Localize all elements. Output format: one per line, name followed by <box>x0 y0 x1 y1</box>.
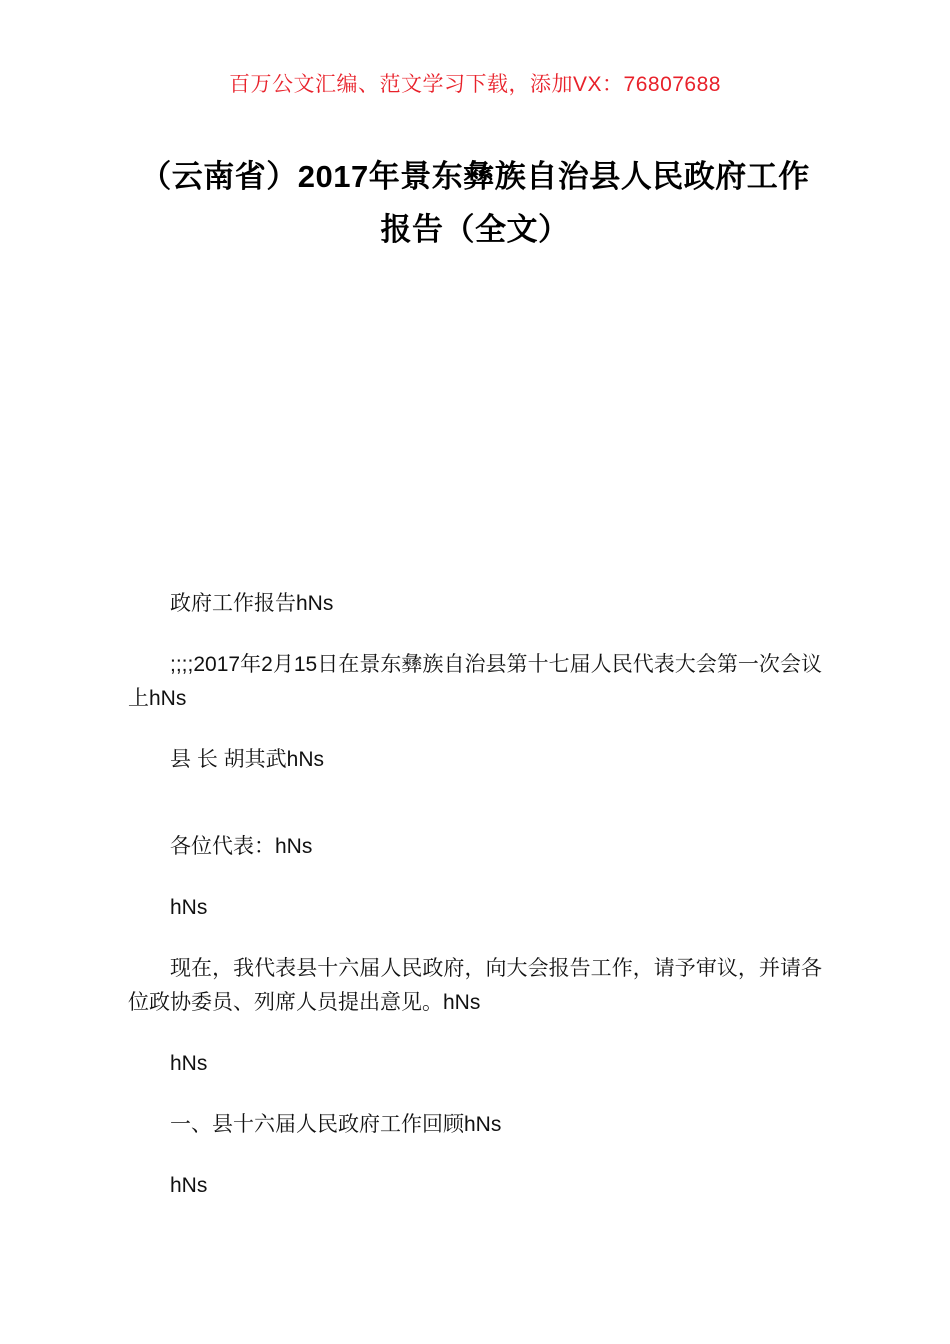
watermark-banner: 百万公文汇编、范文学习下载，添加VX：76807688 <box>229 73 721 96</box>
paragraph-speaker: 县 长 胡其武hNs <box>170 747 325 771</box>
paragraph-marker-3: hNs <box>170 1173 208 1197</box>
paragraph-meeting-info: ;;;;2017年2月15日在景东彝族自治县第十七届人民代表大会第一次会议上hNs <box>128 652 822 710</box>
paragraph-intro: 现在，我代表县十六届人民政府，向大会报告工作，请予审议，并请各位政协委员、列席人员提出意见。hNs <box>128 956 822 1014</box>
page-title: （云南省）2017年景东彝族自治县人民政府工作报告（全文） <box>140 159 810 248</box>
paragraph-marker-1: hNs <box>170 895 208 919</box>
document-body <box>128 587 822 1203</box>
paragraph-gap <box>128 804 822 830</box>
paragraph-section-one: 一、县十六届人民政府工作回顾hNs <box>170 1112 502 1136</box>
paragraph-salutation: 各位代表：hNs <box>170 834 313 858</box>
paragraph-report-heading: 政府工作报告hNs <box>170 591 334 615</box>
paragraph-marker-2: hNs <box>170 1051 208 1075</box>
title-body-spacer <box>128 257 822 587</box>
